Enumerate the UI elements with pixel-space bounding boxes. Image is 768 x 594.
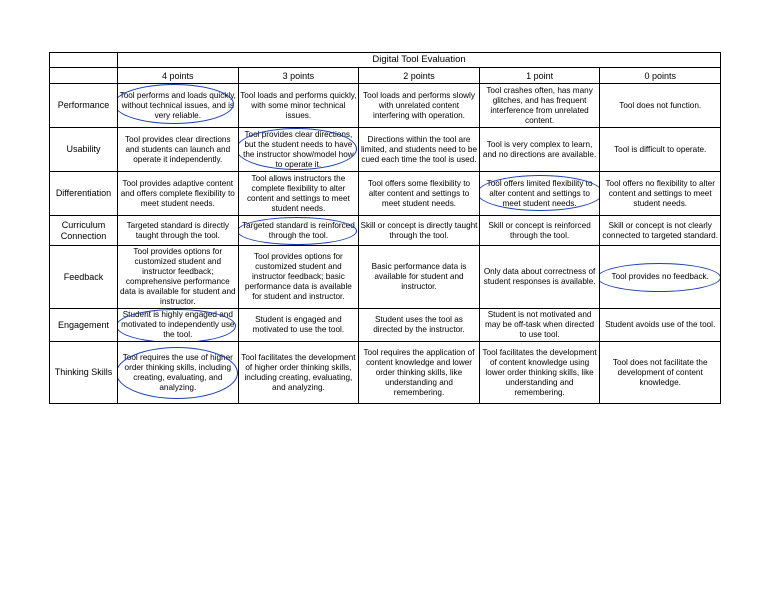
curriculum-4-points: Targeted standard is directly taught through the tool. (118, 216, 239, 246)
performance-4-points (118, 84, 239, 128)
criterion-usability: Usability (50, 128, 118, 172)
differentiation-0-points: Tool offers no flexibility to alter content and settings to meet student needs. (600, 172, 721, 216)
cell-text: Tool provides no feedback. (611, 272, 709, 281)
thinking-skills-2-points: Tool requires the application of content knowledge and lower order thinking skills, like understanding and remembering. (359, 342, 480, 404)
feedback-2-points: Basic performance data is available for student and instructor. (359, 246, 480, 309)
title-row (50, 53, 721, 68)
row-usability (50, 128, 721, 172)
feedback-0-points (600, 246, 721, 309)
row-curriculum-connection (50, 216, 721, 246)
differentiation-3-points: Tool allows instructors the complete flexibility to alter content and settings to meet student needs. (238, 172, 359, 216)
differentiation-1-point (479, 172, 600, 216)
engagement-3-points: Student is engaged and motivated to use the tool. (238, 309, 359, 342)
thinking-skills-0-points: Tool does not facilitate the development of content knowledge. (600, 342, 721, 404)
differentiation-4-points: Tool provides adaptive content and offers complete flexibility to meet student needs. (118, 172, 239, 216)
criterion-engagement: Engagement (50, 309, 118, 342)
thinking-skills-3-points: Tool facilitates the development of higher order thinking skills, including creating, evaluating, and analyzing. (238, 342, 359, 404)
digital-tool-evaluation-rubric (49, 52, 721, 404)
header-2-points: 2 points (359, 68, 480, 84)
cell-text: Tool provides clear directions, but the student needs to have the instructor show/model how to operate it. (243, 129, 354, 169)
engagement-1-point: Student is not motivated and may be off-task when directed to use tool. (479, 309, 600, 342)
header-3-points: 3 points (238, 68, 359, 84)
engagement-2-points: Student uses the tool as directed by the instructor. (359, 309, 480, 342)
cell-text: Tool requires the use of higher order thinking skills, including creating, evaluating, and analyzing. (122, 352, 233, 392)
curriculum-2-points: Skill or concept is directly taught through the tool. (359, 216, 480, 246)
criterion-feedback: Feedback (50, 246, 118, 309)
criterion-curriculum-connection: Curriculum Connection (50, 216, 118, 246)
cell-text: Student is highly engaged and motivated to independently use the tool. (121, 310, 235, 339)
usability-3-points (238, 128, 359, 172)
feedback-1-point: Only data about correctness of student responses is available. (479, 246, 600, 309)
usability-0-points: Tool is difficult to operate. (600, 128, 721, 172)
criterion-differentiation: Differentiation (50, 172, 118, 216)
performance-0-points: Tool does not function. (600, 84, 721, 128)
curriculum-0-points: Skill or concept is not clearly connected to targeted standard. (600, 216, 721, 246)
header-4-points: 4 points (118, 68, 239, 84)
cell-text: Targeted standard is reinforced through the tool. (241, 220, 355, 240)
usability-4-points: Tool provides clear directions and students can launch and operate it independently. (118, 128, 239, 172)
row-differentiation (50, 172, 721, 216)
cell-text: Tool offers limited flexibility to alter content and settings to meet student needs. (486, 178, 593, 208)
curriculum-3-points (238, 216, 359, 246)
engagement-0-points: Student avoids use of the tool. (600, 309, 721, 342)
header-1-point: 1 point (479, 68, 600, 84)
row-feedback (50, 246, 721, 309)
differentiation-2-points: Tool offers some flexibility to alter content and settings to meet student needs. (359, 172, 480, 216)
row-engagement (50, 309, 721, 342)
header-blank (50, 68, 118, 84)
curriculum-1-point: Skill or concept is reinforced through the tool. (479, 216, 600, 246)
criterion-thinking-skills: Thinking Skills (50, 342, 118, 404)
engagement-4-points (118, 309, 239, 342)
rubric-title: Digital Tool Evaluation (118, 53, 721, 68)
corner-cell (50, 53, 118, 68)
usability-1-point: Tool is very complex to learn, and no directions are available. (479, 128, 600, 172)
thinking-skills-1-point: Tool facilitates the development of content knowledge using lower order thinking skills, like understanding and remembering. (479, 342, 600, 404)
thinking-skills-4-points (118, 342, 239, 404)
performance-3-points: Tool loads and performs quickly, with some minor technical issues. (238, 84, 359, 128)
row-thinking-skills (50, 342, 721, 404)
performance-1-point: Tool crashes often, has many glitches, and has frequent interference from unrelated content. (479, 84, 600, 128)
points-header-row (50, 68, 721, 84)
performance-2-points: Tool loads and performs slowly with unrelated content interfering with operation. (359, 84, 480, 128)
usability-2-points: Directions within the tool are limited, and students need to be cued each time the tool is used. (359, 128, 480, 172)
criterion-performance: Performance (50, 84, 118, 128)
feedback-3-points: Tool provides options for customized student and instructor feedback; basic performance data is available for student and instructor. (238, 246, 359, 309)
feedback-4-points: Tool provides options for customized student and instructor feedback; comprehensive performance data is available for student and instructor. (118, 246, 239, 309)
row-performance (50, 84, 721, 128)
header-0-points: 0 points (600, 68, 721, 84)
cell-text: Tool performs and loads quickly, without technical issues, and is very reliable. (119, 90, 236, 120)
